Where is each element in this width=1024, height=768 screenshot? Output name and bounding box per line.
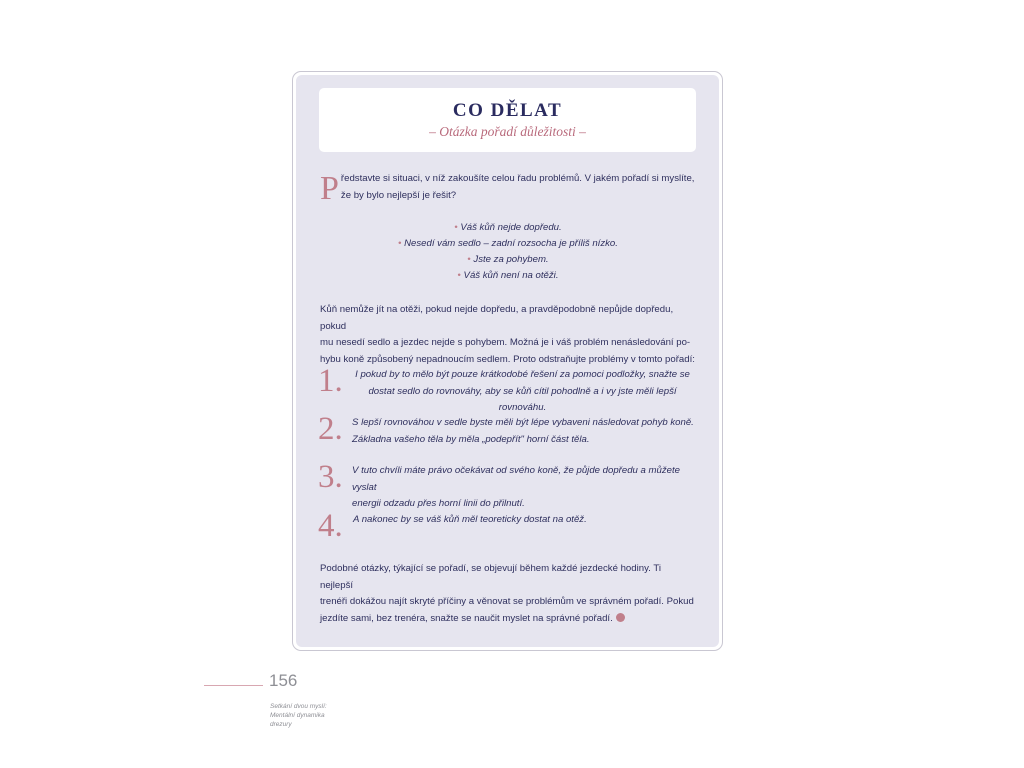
intro-line-2: že by bylo nejlepší je řešit? [340, 189, 457, 201]
step-number: 1. [318, 363, 343, 399]
step-line: A nakonec by se váš kůň měl teoreticky dostat na otěž. [353, 514, 587, 525]
end-mark-icon [616, 613, 625, 622]
footer-rule [204, 685, 263, 686]
bullet-icon: • [457, 270, 461, 281]
paragraph-line: hybu koně způsobený nepadnoucím sedlem. Proto odstraňujte problémy v tomto pořadí: [320, 353, 695, 365]
body-paragraph-2 [320, 302, 696, 368]
list-item [320, 252, 696, 268]
box-title: CO DĚLAT [452, 100, 563, 121]
list-item-text: Nesedí vám sedlo – zadní rozsocha je příliš nízko. [404, 238, 618, 249]
step-text [353, 512, 698, 529]
step-number: 2. [318, 411, 343, 447]
intro-line-1: ředstavte si situaci, v níž zakoušíte celou řadu problémů. V jakém pořadí si myslíte, [340, 173, 695, 184]
list-item-text: Váš kůň nejde dopředu. [460, 222, 562, 233]
paragraph-line: jezdíte sami, bez trenéra, snažte se naučit myslet na správné pořadí. [320, 612, 613, 624]
step-line: I pokud by to mělo být pouze krátkodobé řešení za pomoci podložky, snažte se [355, 369, 690, 380]
step-number: 3. [318, 459, 343, 495]
page-number: 156 [269, 671, 298, 690]
box-subtitle: – Otázka pořadí důležitosti – [429, 124, 586, 139]
bullet-icon: • [454, 222, 458, 233]
caption-line: drezury [270, 721, 292, 728]
step-text [350, 367, 695, 417]
paragraph-line: Podobné otázky, týkající se pořadí, se objevují během každé jezdecké hodiny. Ti nejlepší [320, 563, 661, 591]
step-line: V tuto chvíli máte právo očekávat od svého koně, že půjde dopředu a můžete vyslat [352, 465, 680, 493]
step-1 [318, 363, 698, 413]
bullet-icon: • [467, 254, 471, 265]
list-item [320, 220, 696, 236]
step-text [352, 463, 697, 513]
paragraph-line: mu nesedí sedlo a jezdec nejde s pohybem. Možná je i váš problém nenásledování po- [320, 337, 691, 348]
list-item-text: Váš kůň není na otěži. [463, 270, 559, 281]
step-2 [318, 411, 698, 455]
step-number: 4. [318, 508, 343, 544]
problem-list [320, 220, 696, 284]
running-footer [270, 702, 350, 729]
step-line: S lepší rovnováhou v sedle byste měli být lépe vybaveni následovat pohyb koně. [352, 417, 694, 428]
list-item [320, 236, 696, 252]
step-3 [318, 459, 698, 509]
step-4 [318, 508, 698, 552]
list-item [320, 268, 696, 284]
box-header [319, 88, 696, 152]
paragraph-line: Kůň nemůže jít na otěži, pokud nejde dopředu, a pravděpodobně nepůjde dopředu, pokud [320, 304, 674, 332]
bullet-icon: • [398, 238, 402, 249]
caption-line: Setkání dvou myslí: [270, 703, 327, 710]
step-text [352, 415, 697, 448]
body-paragraph-3 [320, 561, 696, 627]
intro-paragraph [320, 170, 696, 207]
paragraph-line: trenéři dokážou najít skryté příčiny a věnovat se problémům ve správném pořadí. Pokud [320, 596, 694, 607]
caption-line: Mentální dynamika [270, 712, 325, 719]
step-line: energii odzadu přes horní linii do přilnutí. [352, 498, 525, 509]
list-item-text: Jste za pohybem. [473, 254, 549, 265]
step-line: dostat sedlo do rovnováhy, aby se kůň cítil pohodlně a i vy jste měli lepší rovnováhu. [368, 385, 677, 413]
drop-cap: P [320, 170, 339, 207]
step-line: Základna vašeho těla by měla „podepřít" horní část těla. [352, 433, 590, 445]
